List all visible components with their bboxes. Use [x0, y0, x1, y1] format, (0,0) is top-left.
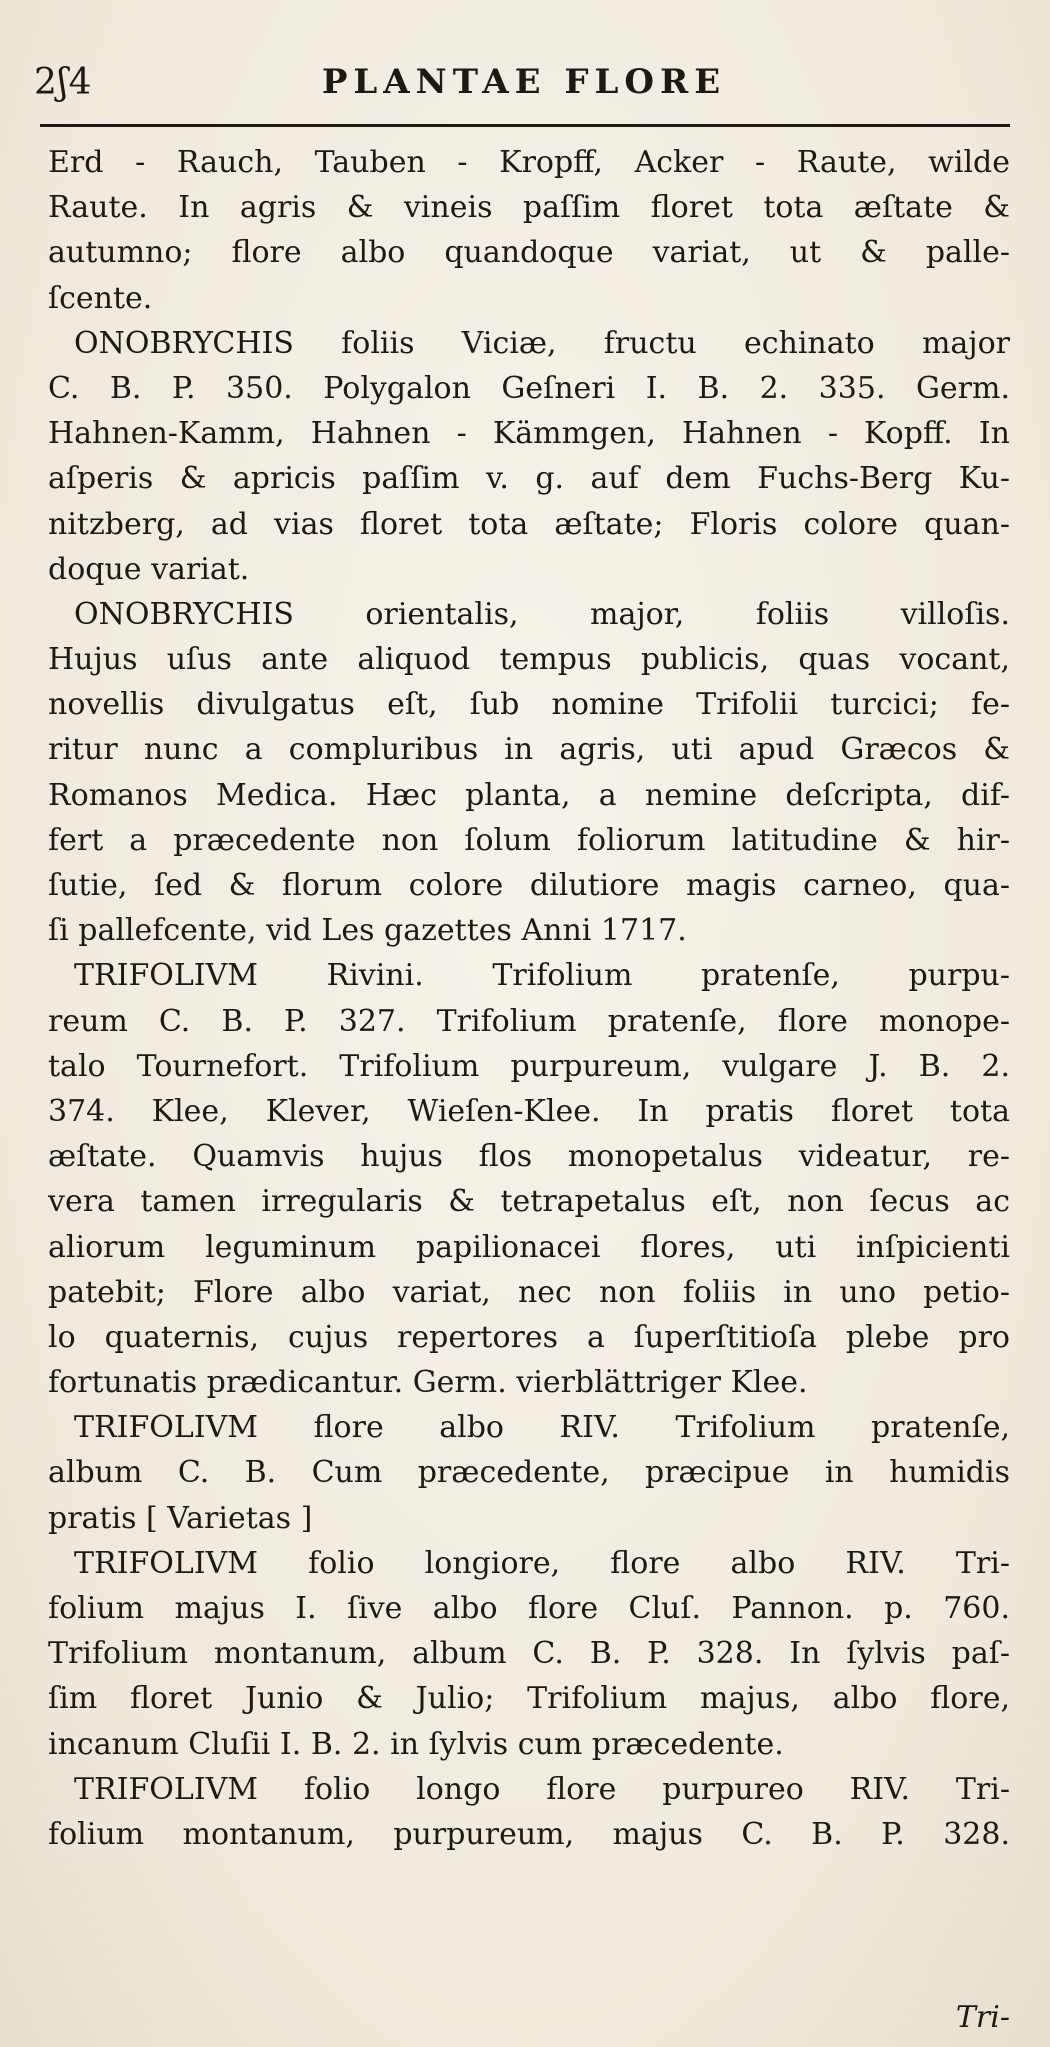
text-line: album C. B. Cum præcedente, præcipue in humidis	[48, 1455, 1010, 1491]
text-line: folium majus I. ſive albo flore Cluſ. Pannon. p. 760.	[48, 1591, 1010, 1626]
text-line: novellis divulgatus eſt, ſub nomine Trifolii turcici; fe-	[48, 687, 1010, 723]
text-line: nitzberg, ad vias floret tota æſtate; Floris colore quan-	[48, 506, 1010, 542]
text-line: ſim floret Junio & Julio; Trifolium majus, albo flore,	[48, 1681, 1010, 1717]
entry-start-trifolium-purpureo: TRIFOLIVM folio longo flore purpureo RIV. Tri-	[74, 1771, 1010, 1807]
text-line: fortunatis prædicantur. Germ. vierblättriger Klee.	[48, 1365, 808, 1401]
running-title: PLANTAE FLORE	[321, 62, 727, 102]
text-line: 374. Klee, Klever, Wieſen-Klee. In pratis floret tota	[48, 1093, 1010, 1129]
entry-start-trifolium-longiore: TRIFOLIVM folio longiore, flore albo RIV. Tri-	[74, 1545, 1010, 1581]
text-line: patebit; Flore albo variat, nec non foliis in uno petio-	[48, 1274, 1010, 1310]
catchword: Tri-	[955, 2000, 1010, 2035]
text-line: Hahnen-Kamm, Hahnen - Kämmgen, Hahnen - Kopff. In	[48, 416, 1010, 452]
body-text	[48, 140, 1010, 1857]
entry-start-onobrychis-orientalis: ONOBRYCHIS orientalis, major, foliis villoſis.	[74, 596, 1010, 632]
text-line: Trifolium montanum, album C. B. P. 328. In ſylvis paſ-	[48, 1636, 1010, 1672]
page-number: 2ʃ4	[34, 62, 93, 103]
entry-start-onobrychis: ONOBRYCHIS foliis Viciæ, fructu echinato major	[74, 325, 1010, 361]
text-line: aſperis & apricis paſſim v. g. auf dem Fuchs-Berg Ku-	[48, 461, 1010, 497]
text-line: fert a præcedente non ſolum foliorum latitudine & hir-	[48, 822, 1010, 858]
entry-start-trifolium-rivini: TRIFOLIVM Rivini. Trifolium pratenſe, purpu-	[74, 958, 1010, 994]
text-line: reum C. B. P. 327. Trifolium pratenſe, flore monope-	[48, 1003, 1010, 1039]
text-line: Raute. In agris & vineis paſſim floret tota æſtate &	[48, 190, 1010, 226]
text-line: pratis [ Varietas ]	[48, 1500, 313, 1536]
text-line: æſtate. Quamvis hujus flos monopetalus videatur, re-	[48, 1139, 1010, 1175]
text-line: lo quaternis, cujus repertores a ſuperſtitioſa plebe pro	[48, 1319, 1010, 1355]
text-line: ſcente.	[48, 280, 153, 316]
header-rule	[40, 124, 1010, 127]
text-line: vera tamen irregularis & tetrapetalus eſt, non ſecus ac	[48, 1184, 1010, 1220]
text-line: folium montanum, purpureum, majus C. B. P. 328.	[48, 1816, 1010, 1852]
text-line: ſi pallefcente, vid Les gazettes Anni 1717.	[48, 913, 687, 949]
text-line: Erd - Rauch, Tauben - Kropff, Acker - Raute, wilde	[48, 145, 1010, 180]
page-header	[34, 62, 1014, 122]
text-line: autumno; flore albo quandoque variat, ut & palle-	[48, 235, 1010, 271]
text-line: Hujus uſus ante aliquod tempus publicis, quas vocant,	[48, 642, 1010, 678]
entry-start-trifolium-album: TRIFOLIVM flore albo RIV. Trifolium pratenſe,	[74, 1410, 1010, 1446]
text-line: talo Tournefort. Trifolium purpureum, vulgare J. B. 2.	[48, 1048, 1010, 1084]
text-line: ſutie, ſed & florum colore dilutiore magis carneo, qua-	[48, 868, 1010, 903]
text-line: doque variat.	[48, 551, 250, 587]
text-line: Romanos Medica. Hæc planta, a nemine deſcripta, dif-	[48, 777, 1010, 813]
text-line: incanum Cluſii I. B. 2. in ſylvis cum præcedente.	[48, 1726, 784, 1762]
text-line: ritur nunc a compluribus in agris, uti apud Græcos &	[48, 732, 1010, 768]
text-line: aliorum leguminum papilionacei flores, uti inſpicienti	[48, 1229, 1010, 1265]
text-line: C. B. P. 350. Polygalon Geſneri I. B. 2. 335. Germ.	[48, 370, 1010, 406]
